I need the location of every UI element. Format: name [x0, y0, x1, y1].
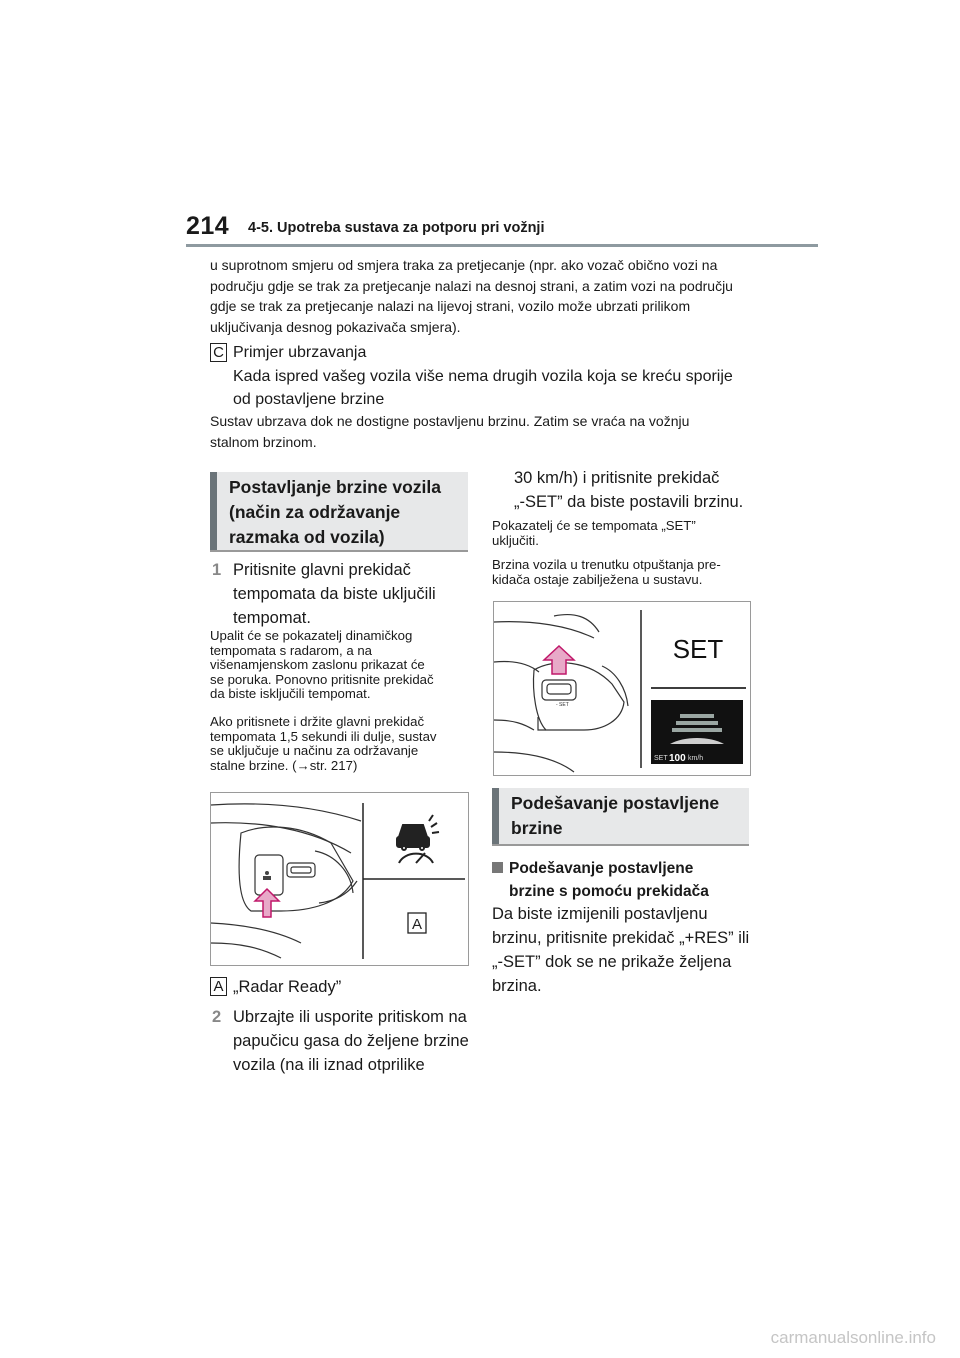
square-bullet-icon [492, 862, 503, 873]
subsection-line: brzinu, pritisnite prekidač „+RES” ili [492, 929, 750, 947]
note-line: Brzina vozila u trenutku otpuštanja pre- [492, 557, 721, 572]
note-line [210, 759, 470, 774]
note-line: se poruka. Ponovno pritisnite prekidač [210, 671, 434, 687]
step-2-line: 30 km/h) i pritisnite prekidač [514, 469, 720, 487]
step-2-note-1 [492, 519, 752, 548]
set-display-text: SET [672, 634, 724, 664]
subsection-body [492, 902, 757, 998]
example-c-desc: od postavljene brzine [233, 391, 385, 408]
meter-speed-unit: km/h [688, 755, 704, 762]
step-2-continued [514, 466, 764, 514]
example-c-block [233, 341, 793, 412]
pointer-arrow [255, 889, 279, 917]
figure-steering-switch [210, 792, 469, 966]
step-1-note-1 [210, 629, 470, 702]
step-1-line: tempomata da biste uključili [233, 585, 436, 603]
note-line: višenamjenskom zaslonu prikazat će [210, 657, 425, 672]
section-rule [210, 550, 468, 552]
step-1-line: tempomat. [233, 609, 311, 627]
intro-line: u suprotnom smjeru od smjera traka za pretjecanje (npr. ako vozač obično vozi na [210, 257, 718, 273]
note-line: da biste isključili tempomat. [210, 686, 371, 701]
example-c-note-line: stalnom brzinom. [210, 433, 317, 450]
page-number: 214 [186, 212, 230, 240]
subsection-line: „-SET” dok se ne prikaže željena [492, 953, 732, 971]
example-c-note-line: Sustav ubrzava dok ne dostigne postavljenu brzinu. Zatim se vraća na vožnju [210, 413, 690, 429]
step-2-line: „-SET” da biste postavili brzinu. [514, 493, 744, 511]
pointer-arrow [544, 646, 574, 674]
example-c-label [210, 343, 227, 362]
note-line: se uključuje u načinu za održavanje [210, 743, 419, 758]
subsection-heading-line: brzine s pomoću prekidača [509, 883, 709, 900]
cruise-icon [263, 871, 271, 880]
subsection-heading [492, 857, 752, 903]
caption-a-label [210, 977, 227, 996]
label-c-box: C [210, 343, 227, 362]
step-2-line: Ubrzajte ili usporite pritiskom na [233, 1008, 467, 1026]
section-heading-line: razmaka od vozila) [229, 527, 385, 547]
caption-radar-ready: „Radar Ready” [233, 978, 342, 996]
subsection-line: Da biste izmijenili postavljenu [492, 905, 708, 923]
step-2-line: papučicu gasa do željene brzine [233, 1032, 469, 1050]
intro-line: gdje se trak za pretjecanje nalazi na lijevoj strani, vozilo može ubrzati prilikom [210, 298, 691, 314]
steering-switch-illustration [211, 793, 468, 965]
meter-set-prefix: SET [654, 755, 668, 762]
header-rule [186, 244, 818, 247]
section-heading-speed-setting [210, 472, 468, 550]
callout-a-label: A [411, 916, 423, 933]
section-heading-line: Podešavanje postavljene [511, 793, 720, 813]
example-c-heading: Primjer ubrzavanja [233, 344, 367, 361]
section-rule [492, 844, 749, 846]
note-line: tempomata 1,5 sekundi ili dulje, sustav [210, 728, 437, 744]
set-switch-illustration [494, 602, 750, 775]
label-a-box: A [210, 977, 227, 996]
page-reference-link[interactable]: str. 217) [309, 757, 358, 773]
note-line: kidača ostaje zabilježena u sustavu. [492, 571, 703, 587]
subsection-title-text: Podešavanje postavljene [509, 860, 694, 877]
meter-speed-value: 100 [669, 753, 686, 764]
note-line: Ako pritisnete i držite glavni prekidač [210, 714, 425, 729]
step-number: 2 [212, 1008, 222, 1026]
page-ref-arrow-icon: → [296, 757, 310, 773]
note-line: tempomata s radarom, a na [210, 642, 372, 658]
subsection-line: brzina. [492, 977, 542, 995]
note-line-start: stalne brzine. ( [210, 757, 297, 773]
subsection-heading-line [492, 857, 752, 880]
step-2-text [233, 1005, 473, 1077]
section-heading-line: brzine [511, 818, 563, 838]
step-number: 1 [212, 561, 222, 579]
section-heading-line: Postavljanje brzine vozila [229, 477, 442, 497]
step-1-text [233, 558, 468, 630]
running-header: 4-5. Upotreba sustava za potporu pri vožnji [248, 220, 545, 236]
switch-set-label: - SET [556, 702, 569, 708]
intro-paragraph [210, 255, 810, 337]
step-1-note-2 [210, 715, 470, 773]
watermark: carmanualsonline.info [770, 1328, 936, 1347]
step-1-line: Pritisnite glavni prekidač [233, 561, 411, 579]
example-c-desc: Kada ispred vašeg vozila više nema drugih vozila koja se kreću sporije [233, 367, 733, 385]
section-heading-line: (način za održavanje [229, 502, 401, 522]
radar-cruise-indicator-icon [397, 815, 439, 863]
intro-line: području gdje se trak za pretjecanje nalazi na desnoj strani, a zatim vozi na području [210, 277, 733, 294]
intro-line: uključivanja desnog pokazivača smjera). [210, 318, 461, 335]
note-line: uključiti. [492, 532, 539, 548]
example-c-note [210, 411, 810, 452]
figure-set-switch [493, 601, 751, 776]
step-2-note-2 [492, 558, 752, 587]
step-2-line: vozila (na ili iznad otprilike [233, 1056, 425, 1074]
note-line: Upalit će se pokazatelj dinamičkog [210, 628, 413, 643]
note-line: Pokazatelj će se tempomata „SET” [492, 518, 696, 533]
section-heading-adjust-speed [492, 788, 749, 844]
